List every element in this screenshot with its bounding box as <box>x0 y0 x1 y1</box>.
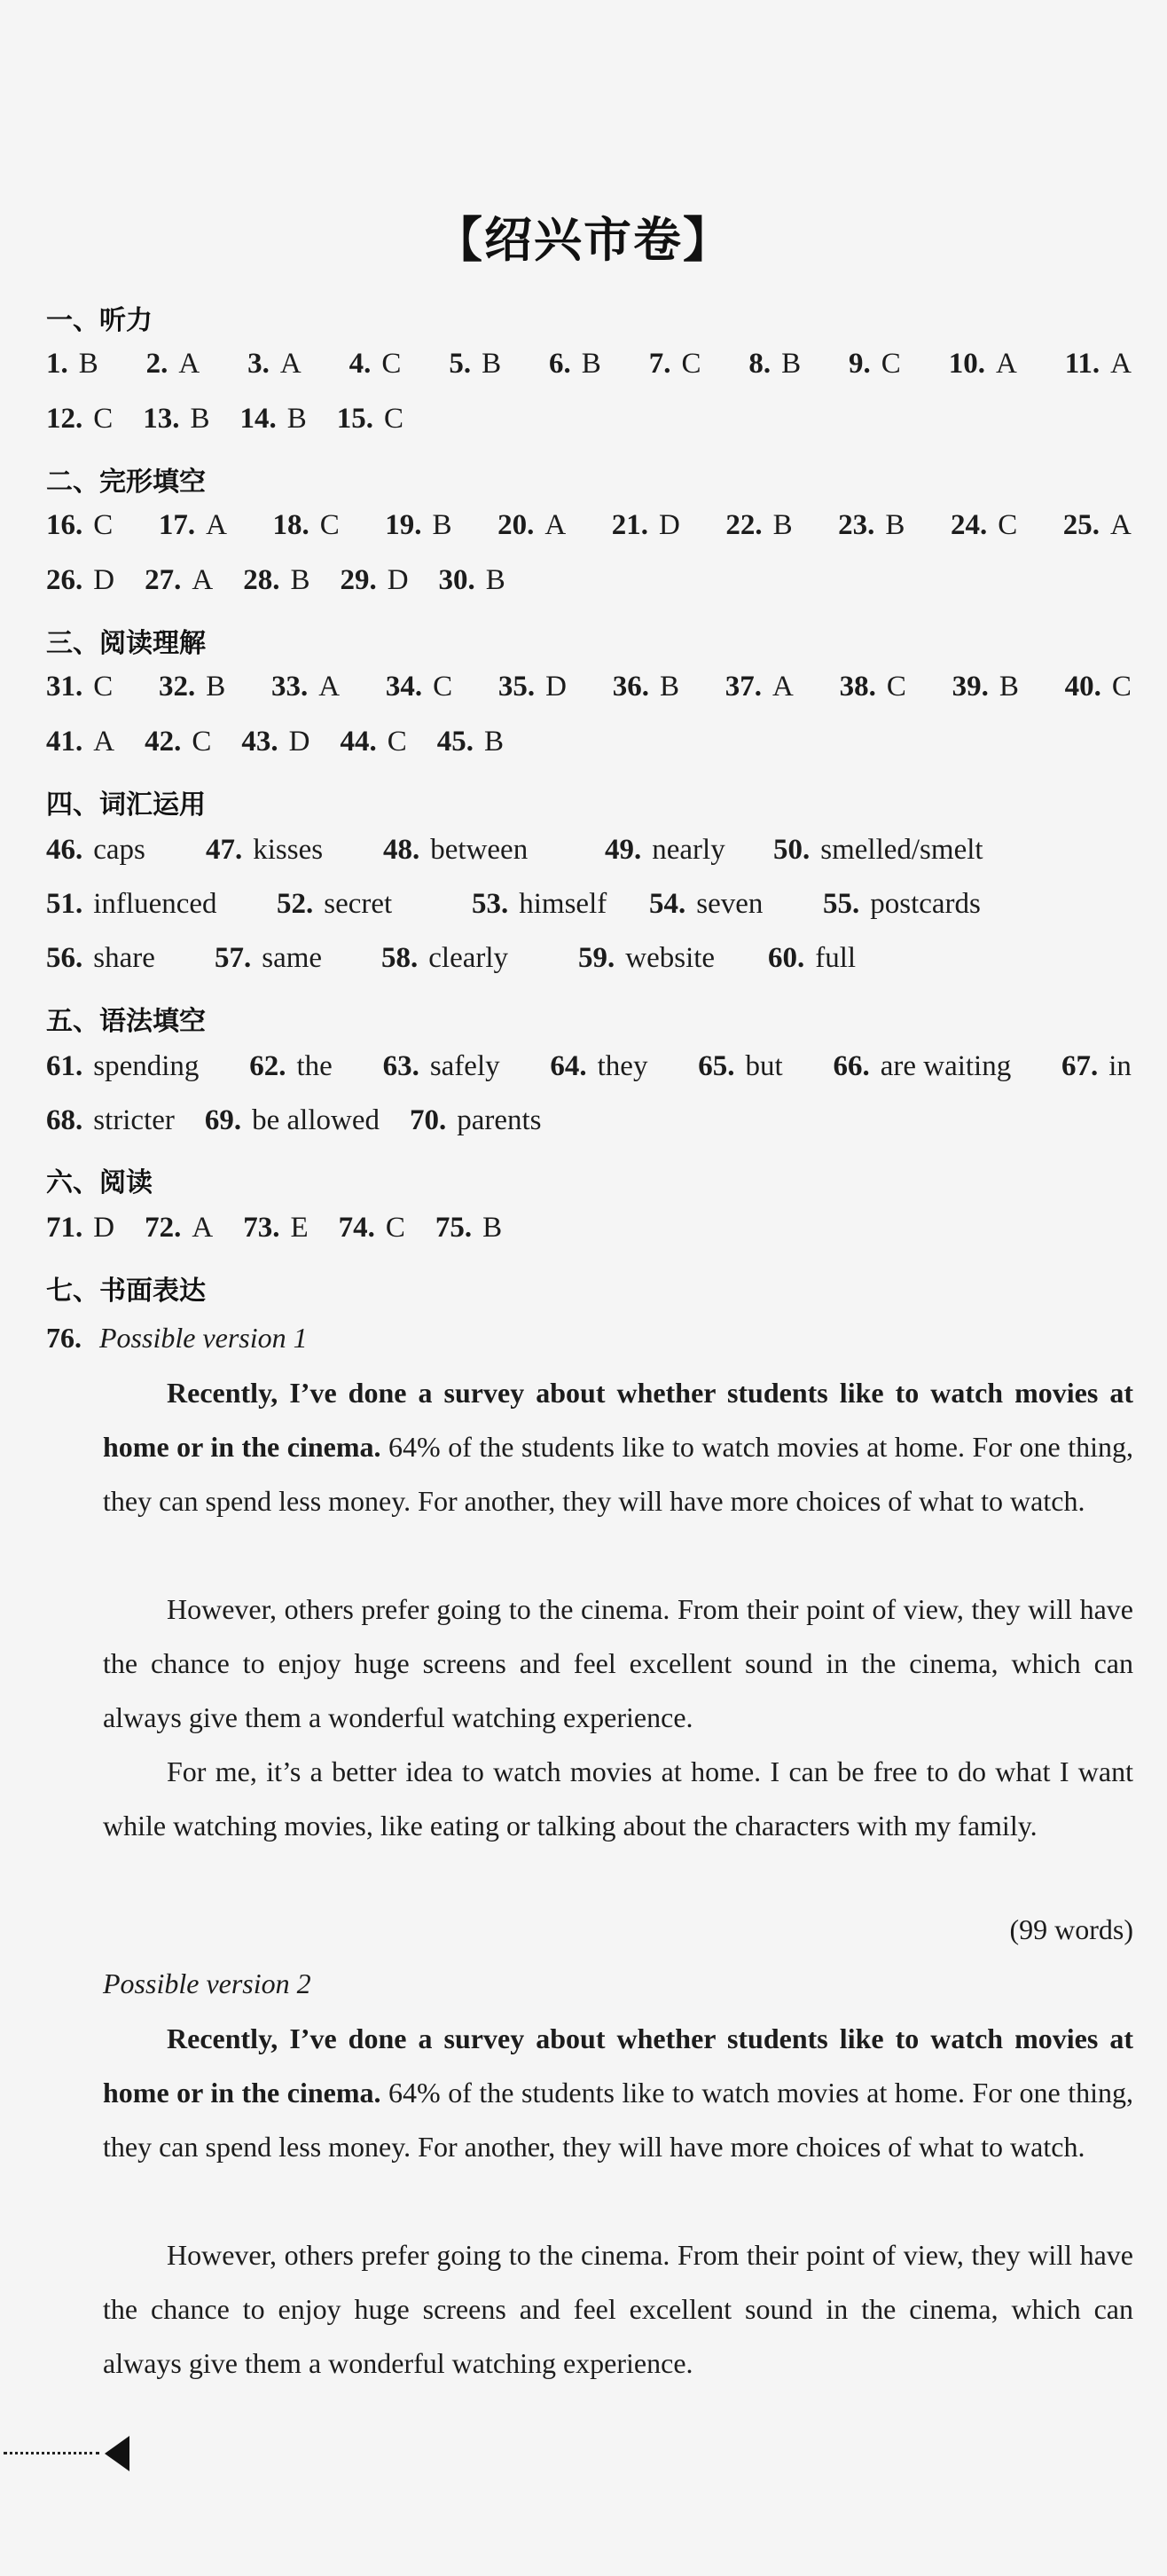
answer-item <box>497 509 566 542</box>
question-number: 5. <box>449 348 472 380</box>
answer-item <box>383 1050 500 1083</box>
answer-value: B <box>190 403 210 435</box>
answer-item <box>145 564 213 597</box>
answer-item <box>46 348 98 381</box>
answer-item <box>410 1104 542 1137</box>
question-number: 37. <box>724 671 762 703</box>
answer-value: B <box>581 348 601 380</box>
answer-value: clearly <box>428 942 509 974</box>
question-number: 75. <box>435 1212 473 1244</box>
question-number: 53. <box>472 888 509 920</box>
answer-item <box>349 348 402 381</box>
answer-value: seven <box>696 888 764 920</box>
answer-value: E <box>290 1212 309 1244</box>
answer-item <box>698 1050 782 1083</box>
question-number: 8. <box>748 348 771 380</box>
section-heading-reading2: 六、阅读 <box>46 1167 153 1198</box>
answer-value: B <box>482 1212 503 1244</box>
question-number: 73. <box>243 1212 280 1244</box>
answer-value: be allowed <box>252 1104 380 1136</box>
answer-value: nearly <box>652 834 725 866</box>
answer-item <box>249 1050 333 1083</box>
question-number: 25. <box>1062 509 1100 541</box>
question-number: 66. <box>833 1050 870 1082</box>
answer-value: postcards <box>870 888 981 920</box>
answer-value: B <box>78 348 98 380</box>
answer-value: A <box>178 348 200 380</box>
question-number: 31. <box>46 671 83 703</box>
answer-item <box>143 403 209 436</box>
answer-item <box>145 726 211 758</box>
question-number: 27. <box>145 564 182 596</box>
answer-item <box>46 888 217 921</box>
question-number: 24. <box>950 509 988 541</box>
question-number: 49. <box>605 834 642 866</box>
answer-value: A <box>995 348 1017 380</box>
answer-item <box>240 403 307 436</box>
answer-value: D <box>93 564 115 596</box>
answer-value: A <box>1110 348 1132 380</box>
answer-item <box>949 348 1017 381</box>
answer-item <box>381 942 508 975</box>
version-1-paragraph-3: For me, it’s a better idea to watch movies at home. I can be free to do what I want while watching movies, like eating or talking about the characters with my family. <box>103 1755 1133 1842</box>
question-number: 38. <box>839 671 876 703</box>
answer-value: D <box>658 509 680 541</box>
question-number: 32. <box>159 671 196 703</box>
answer-item <box>840 671 906 703</box>
dotted-line <box>4 2452 99 2454</box>
page-corner-marker <box>0 2431 142 2475</box>
section-heading-grammar: 五、语法填空 <box>46 1006 206 1037</box>
question-number: 69. <box>204 1104 242 1136</box>
answer-item <box>449 348 501 381</box>
answer-item <box>725 509 792 542</box>
answer-row <box>46 726 1132 758</box>
answer-item <box>159 509 227 542</box>
question-number: 62. <box>249 1050 286 1082</box>
answer-value: C <box>93 671 114 703</box>
answer-item <box>838 509 905 542</box>
question-number: 46. <box>46 834 83 866</box>
answer-value: C <box>385 1212 405 1244</box>
answer-item <box>952 671 1019 703</box>
question-number: 55. <box>823 888 860 920</box>
section-heading-vocab: 四、词汇运用 <box>46 789 206 821</box>
answer-item <box>1063 509 1132 542</box>
answer-value: C <box>93 509 114 541</box>
answer-item <box>339 1212 405 1245</box>
question-number: 68. <box>46 1104 83 1136</box>
question-number: 2. <box>145 348 168 380</box>
question-number: 48. <box>383 834 420 866</box>
answer-item <box>472 888 607 921</box>
answer-row <box>46 888 1137 923</box>
answer-value: A <box>93 726 115 758</box>
answer-row <box>46 509 1132 542</box>
answer-value: C <box>886 671 906 703</box>
question-number: 41. <box>46 726 83 758</box>
answer-value: B <box>432 509 452 541</box>
question-number: 40. <box>1064 671 1101 703</box>
answer-item <box>271 671 340 703</box>
question-number: 26. <box>46 564 83 596</box>
answer-item <box>605 834 725 867</box>
answer-value: C <box>681 348 701 380</box>
answer-value: B <box>482 348 502 380</box>
answer-value: A <box>772 671 794 703</box>
version-2-paragraph-2: However, others prefer going to the cinema. From their point of view, they will have the chance to enjoy huge screens and feel excellent sound in the cinema, which can always give them a wonderful watching experience. <box>103 2239 1133 2379</box>
answer-item <box>435 1212 502 1245</box>
answer-item <box>46 671 113 703</box>
question-number: 11. <box>1064 348 1100 380</box>
question-number: 33. <box>271 671 309 703</box>
question-number: 9. <box>849 348 871 380</box>
question-number: 61. <box>46 1050 83 1082</box>
question-number: 60. <box>768 942 805 974</box>
question-number: 22. <box>725 509 763 541</box>
question-number: 63. <box>382 1050 419 1082</box>
answer-item <box>215 942 322 975</box>
answer-value: B <box>290 564 310 596</box>
answer-value: A <box>192 1212 214 1244</box>
question-number: 50. <box>773 834 811 866</box>
question-number: 21. <box>611 509 648 541</box>
answer-item <box>550 1050 647 1083</box>
answer-value: stricter <box>93 1104 175 1136</box>
answer-item <box>613 671 679 703</box>
question-number: 39. <box>952 671 989 703</box>
answer-value: C <box>433 671 453 703</box>
answer-row <box>46 671 1132 703</box>
question-number: 57. <box>215 942 252 974</box>
answer-value: C <box>387 726 407 758</box>
question-number: 15. <box>336 403 374 435</box>
question-number: 52. <box>277 888 314 920</box>
question-number: 56. <box>46 942 83 974</box>
answer-row <box>46 1050 1132 1083</box>
answer-item <box>159 671 225 703</box>
question-number: 7. <box>648 348 671 380</box>
answer-row <box>46 942 1137 978</box>
answer-value: A <box>544 509 567 541</box>
page-title: 【绍兴市卷】 <box>435 212 732 268</box>
answer-value: himself <box>519 888 607 920</box>
question-number: 42. <box>145 726 182 758</box>
answer-value: B <box>781 348 802 380</box>
version-1-paragraph-1: Recently, I’ve done a survey about whether students like to watch movies at home or in the cinema. 64% of the students like to watch movies at home. For one thing, they can spend less money. For another, they will have more choices of what to watch. <box>103 1377 1134 1517</box>
answer-item <box>649 888 763 921</box>
answer-value: C <box>381 348 402 380</box>
vocab-row-1 <box>46 834 1137 869</box>
answer-value: kisses <box>253 834 324 866</box>
answer-item <box>823 888 981 921</box>
answer-item <box>748 348 801 381</box>
question-number: 4. <box>349 348 372 380</box>
answer-value: C <box>881 348 901 380</box>
answer-item <box>498 671 567 703</box>
answer-value: between <box>430 834 529 866</box>
answer-value: B <box>206 671 226 703</box>
answer-value: C <box>192 726 212 758</box>
answer-value: safely <box>429 1050 500 1082</box>
answer-item <box>46 1050 199 1083</box>
answer-value: D <box>288 726 310 758</box>
answer-item <box>46 726 114 758</box>
answer-item <box>951 509 1017 542</box>
question-number: 17. <box>158 509 196 541</box>
answer-item <box>46 564 114 597</box>
question-number: 12. <box>46 403 83 435</box>
answer-value: C <box>319 509 340 541</box>
question-number: 58. <box>381 942 419 974</box>
question-number: 6. <box>549 348 571 380</box>
answer-value: are waiting <box>880 1050 1012 1082</box>
question-number: 1. <box>46 348 68 380</box>
answer-value: B <box>999 671 1019 703</box>
answer-value: they <box>597 1050 648 1082</box>
answer-value: parents <box>457 1104 542 1136</box>
answer-value: spending <box>93 1050 200 1082</box>
question-number: 67. <box>1061 1050 1099 1082</box>
question-number: 30. <box>438 564 475 596</box>
question-number: 44. <box>340 726 377 758</box>
answer-value: C <box>384 403 404 435</box>
version-1-label: 76. Possible version 1 <box>46 1322 308 1354</box>
answer-item <box>337 403 403 436</box>
question-number: 23. <box>838 509 875 541</box>
answer-value: C <box>998 509 1018 541</box>
answer-value: A <box>318 671 341 703</box>
answer-value: B <box>286 403 307 435</box>
answer-value: full <box>815 942 857 974</box>
answer-value: B <box>483 726 504 758</box>
answer-item <box>768 942 856 975</box>
answer-item <box>206 834 323 867</box>
answer-row <box>46 834 1137 869</box>
answer-value: D <box>93 1212 115 1244</box>
answer-item <box>272 509 339 542</box>
answer-value: C <box>93 403 114 435</box>
answer-value: A <box>1110 509 1132 541</box>
question-number: 71. <box>46 1212 83 1244</box>
section-heading-cloze: 二、完形填空 <box>46 467 206 498</box>
question-number: 20. <box>497 509 535 541</box>
answer-item <box>146 348 200 381</box>
answer-value: secret <box>324 888 393 920</box>
answer-value: B <box>659 671 679 703</box>
answer-item <box>1061 1050 1132 1083</box>
answer-item <box>725 671 794 703</box>
answer-value: caps <box>93 834 145 866</box>
question-number: 16. <box>46 509 83 541</box>
answer-item <box>46 1104 175 1137</box>
question-number: 34. <box>385 671 423 703</box>
answer-item <box>46 834 145 867</box>
answer-item <box>849 348 901 381</box>
answer-value: A <box>279 348 302 380</box>
answer-item <box>773 834 983 867</box>
question-number: 72. <box>145 1212 182 1244</box>
question-number: 74. <box>338 1212 375 1244</box>
question-number: 43. <box>241 726 278 758</box>
question-number: 51. <box>46 888 83 920</box>
answer-row <box>46 1104 1132 1137</box>
question-number: 65. <box>698 1050 735 1082</box>
version-1-paragraph-2: However, others prefer going to the cinema. From their point of view, they will have the chance to enjoy huge screens and feel excellent sound in the cinema, which can always give them a wonderful watching experience. <box>103 1593 1133 1733</box>
question-number: 36. <box>612 671 649 703</box>
answer-item <box>46 403 113 436</box>
answer-item <box>578 942 715 975</box>
vocab-row-2 <box>46 888 1137 923</box>
answer-row <box>46 348 1132 381</box>
question-number: 64. <box>550 1050 587 1082</box>
answer-item <box>247 348 302 381</box>
question-number: 3. <box>247 348 270 380</box>
section-heading-listening: 一、听力 <box>46 305 153 336</box>
answer-value: D <box>387 564 409 596</box>
answer-row <box>46 403 1132 436</box>
question-number: 13. <box>143 403 180 435</box>
answer-value: B <box>485 564 505 596</box>
answer-value: smelled/smelt <box>820 834 983 866</box>
answer-value: C <box>1111 671 1132 703</box>
question-number: 47. <box>206 834 243 866</box>
question-number: 29. <box>340 564 377 596</box>
answer-item <box>46 1212 114 1245</box>
question-number: 59. <box>578 942 615 974</box>
answer-value: the <box>296 1050 333 1082</box>
question-number: 18. <box>272 509 309 541</box>
vocab-row-3 <box>46 942 1137 978</box>
answer-value: B <box>772 509 793 541</box>
answer-item <box>1065 671 1132 703</box>
answer-value: B <box>885 509 905 541</box>
answer-row <box>46 564 1132 597</box>
answer-value: A <box>206 509 227 541</box>
question-number: 19. <box>385 509 422 541</box>
answer-item <box>612 509 680 542</box>
answer-item <box>241 726 309 758</box>
section-heading-reading: 三、阅读理解 <box>46 628 206 659</box>
question-number: 35. <box>497 671 536 703</box>
answer-value: A <box>192 564 214 596</box>
question-number: 70. <box>409 1104 447 1136</box>
answer-value: but <box>745 1050 783 1082</box>
answer-item <box>385 509 451 542</box>
answer-item <box>649 348 701 381</box>
answer-item <box>46 509 113 542</box>
answer-item <box>243 1212 308 1245</box>
answer-item <box>437 726 504 758</box>
answer-value: D <box>545 671 567 703</box>
question-number: 10. <box>948 348 985 380</box>
answer-item <box>833 1050 1011 1083</box>
answer-item <box>243 564 309 597</box>
answer-item <box>340 726 406 758</box>
question-number: 28. <box>243 564 280 596</box>
answer-item <box>340 564 408 597</box>
question-number: 14. <box>239 403 277 435</box>
answer-item <box>145 1212 213 1245</box>
answer-row <box>46 1212 1132 1245</box>
answer-item <box>1065 348 1132 381</box>
answer-value: same <box>262 942 323 974</box>
question-number: 45. <box>436 726 474 758</box>
answer-item <box>46 942 155 975</box>
answer-item <box>205 1104 380 1137</box>
answer-item <box>439 564 505 597</box>
answer-value: website <box>625 942 716 974</box>
answer-item <box>383 834 528 867</box>
answer-value: influenced <box>93 888 217 920</box>
version-2-paragraph-1: Recently, I’ve done a survey about whether students like to watch movies at home or in the cinema. 64% of the students like to watch movies at home. For one thing, they can spend less money. For another, they will have more choices of what to watch. <box>103 2022 1134 2163</box>
word-count: (99 words) <box>1009 1913 1133 1945</box>
question-number: 54. <box>649 888 686 920</box>
answer-value: share <box>93 942 155 974</box>
version-2-label: Possible version 2 <box>103 1967 311 1999</box>
answer-value: in <box>1108 1050 1132 1082</box>
answer-item <box>549 348 601 381</box>
left-triangle-icon <box>105 2436 129 2471</box>
section-heading-writing: 七、书面表达 <box>46 1276 206 1307</box>
answer-item <box>386 671 452 703</box>
answer-item <box>277 888 392 921</box>
